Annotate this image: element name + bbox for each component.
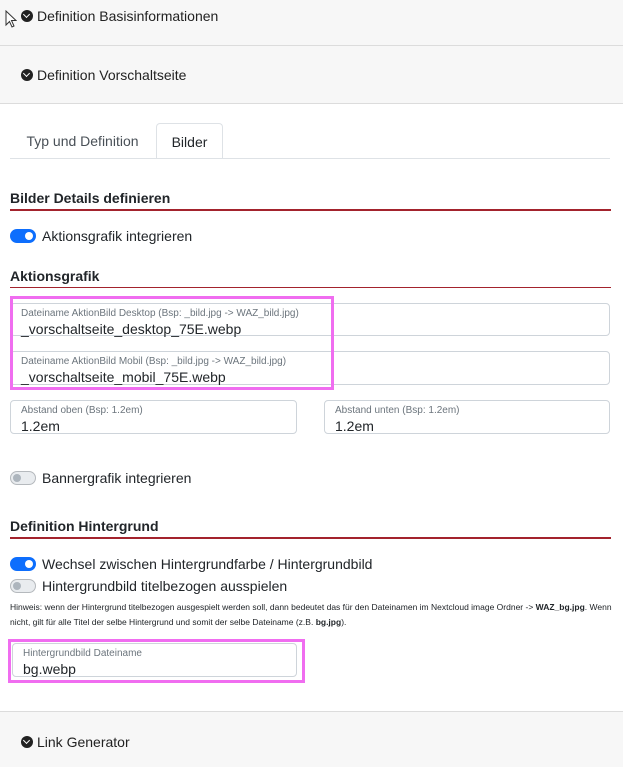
desktop-filename-value[interactable]: _vorschaltseite_desktop_75E.webp: [21, 321, 242, 337]
tab-bilder[interactable]: Bilder: [156, 123, 223, 159]
chevron-down-icon: [21, 736, 33, 748]
highlight-box: [10, 296, 334, 390]
section-basisinformationen[interactable]: [0, 0, 623, 46]
hint-text: Hinweis: wenn der Hintergrund titelbezogen ausgespielt werden soll, dann bedeutet das für den Dateinamen im Nextcloud image Ordner -> WAZ_bg.jpg. Wenn nicht, gilt für alle Titel der selbe Hintergrund und somit der selbe Dateiname (z.B. bg.jpg).: [10, 602, 612, 627]
hintergrund-heading: Definition Hintergrund: [10, 518, 159, 534]
aktionsgrafik-toggle-label: Aktionsgrafik integrieren: [42, 228, 193, 244]
highlight-box: [8, 639, 305, 683]
heading-rule: [10, 287, 611, 288]
wechsel-toggle-label: Wechsel zwischen Hintergrundfarbe / Hintergrundbild: [42, 556, 373, 572]
titelbezogen-toggle-label: Hintergrundbild titelbezogen ausspielen: [42, 578, 288, 594]
abstand-oben-label: Abstand oben (Bsp: 1.2em): [21, 405, 143, 416]
wechsel-toggle[interactable]: [10, 557, 36, 571]
chevron-down-icon: [21, 10, 33, 22]
mobil-filename-value[interactable]: _vorschaltseite_mobil_75E.webp: [21, 369, 226, 385]
mobil-filename-label: Dateiname AktionBild Mobil (Bsp: _bild.jpg -> WAZ_bild.jpg): [21, 356, 287, 367]
titelbezogen-toggle[interactable]: [10, 579, 36, 593]
banner-toggle-label: Bannergrafik integrieren: [42, 470, 192, 486]
desktop-filename-label: Dateiname AktionBild Desktop (Bsp: _bild.jpg -> WAZ_bild.jpg): [21, 308, 299, 319]
hintergrundbild-filename-label: Hintergrundbild Dateiname: [23, 648, 142, 659]
section-vorschaltseite[interactable]: [0, 46, 623, 104]
tabs-divider: [10, 158, 610, 159]
chevron-down-icon: [21, 69, 33, 81]
tab-typ-und-definition[interactable]: Typ und Definition: [26, 133, 139, 149]
bilder-details-heading: Bilder Details definieren: [10, 190, 171, 206]
heading-rule: [10, 209, 611, 211]
mouse-cursor-icon: [5, 10, 17, 28]
abstand-oben-field[interactable]: [10, 400, 297, 434]
section-link-generator-title: Link Generator: [37, 734, 130, 750]
aktionsgrafik-heading: Aktionsgrafik: [10, 268, 100, 284]
aktionsgrafik-toggle[interactable]: [10, 229, 36, 243]
hintergrundbild-filename-value[interactable]: bg.webp: [23, 661, 76, 677]
section-vorschaltseite-title: Definition Vorschaltseite: [37, 67, 187, 83]
section-basisinformationen-title: Definition Basisinformationen: [37, 8, 219, 24]
banner-toggle[interactable]: [10, 471, 36, 485]
abstand-oben-value[interactable]: 1.2em: [21, 418, 60, 434]
abstand-unten-value[interactable]: 1.2em: [335, 418, 374, 434]
abstand-unten-label: Abstand unten (Bsp: 1.2em): [335, 405, 460, 416]
abstand-unten-field[interactable]: [324, 400, 610, 434]
section-link-generator[interactable]: [0, 711, 623, 767]
heading-rule: [10, 537, 611, 539]
